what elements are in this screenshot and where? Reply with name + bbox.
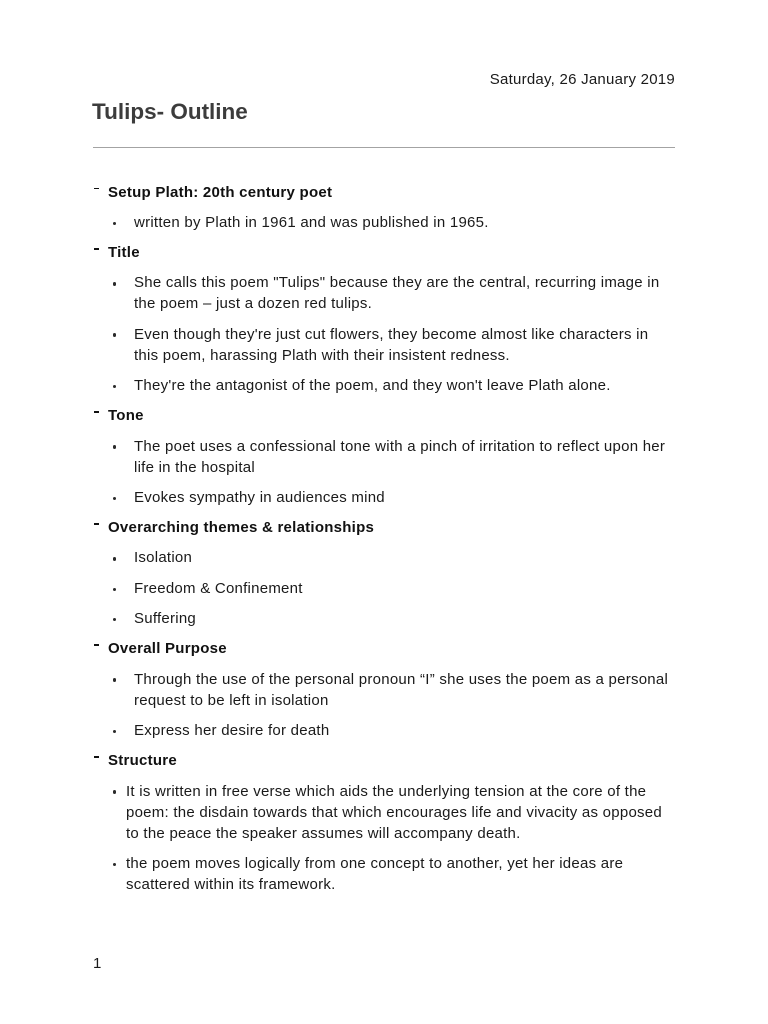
bullet-text-line: Suffering <box>134 610 197 628</box>
bullet-text-line: to the peace the speaker assumes will accompany death. <box>126 824 521 842</box>
bullet-item <box>93 272 713 314</box>
bullet-item <box>93 547 713 568</box>
section-heading <box>93 405 713 426</box>
bullet-icon <box>113 333 116 336</box>
title-divider <box>93 147 675 148</box>
bullet-text-line: Isolation <box>134 549 193 567</box>
bullet-icon <box>113 497 116 500</box>
outline <box>93 182 713 905</box>
bullet-icon <box>113 863 116 866</box>
section-heading <box>93 182 713 203</box>
bullet-icon <box>113 385 116 388</box>
bullet-text-line: poem: the disdain towards that which encourages life and vivacity as opposed <box>126 803 662 821</box>
bullet-item <box>93 853 713 895</box>
section-heading <box>93 517 713 538</box>
document-title: Tulips- Outline <box>92 99 248 124</box>
bullet-text-line: She calls this poem "Tulips" because they are the central, recurring image in <box>134 274 660 292</box>
bullet-text-line: Through the use of the personal pronoun “I” she uses the poem as a personal <box>134 670 669 688</box>
document-date: Saturday, 26 January 2019 <box>489 71 675 88</box>
dash-marker-icon <box>94 188 99 190</box>
bullet-text-line: Freedom & Confinement <box>134 579 303 597</box>
dash-marker-icon <box>94 411 99 413</box>
bullet-item <box>93 578 713 599</box>
bullet-text-line: scattered within its framework. <box>126 875 336 893</box>
bullet-text-line: Even though they're just cut flowers, they become almost like characters in <box>134 325 649 343</box>
bullet-icon <box>113 678 116 681</box>
bullet-text-line: request to be left in isolation <box>134 691 329 709</box>
bullet-item <box>93 720 713 741</box>
bullet-item <box>93 324 713 366</box>
bullet-text-line: Evokes sympathy in audiences mind <box>134 488 385 506</box>
bullet-item <box>93 608 713 629</box>
bullet-item <box>93 781 713 844</box>
section-heading-text: Tone <box>108 407 144 425</box>
dash-marker-icon <box>94 248 99 250</box>
bullet-icon <box>113 618 116 621</box>
outline-section <box>93 750 713 895</box>
bullet-text-line: this poem, harassing Plath with their insistent redness. <box>134 346 510 364</box>
section-heading <box>93 242 713 263</box>
bullet-text-line: written by Plath in 1961 and was published in 1965. <box>134 213 489 231</box>
bullet-icon <box>113 445 116 448</box>
section-heading-text: Setup Plath: 20th century poet <box>108 183 333 201</box>
bullet-icon <box>113 730 116 733</box>
bullet-item <box>93 436 713 478</box>
bullet-icon <box>113 282 116 285</box>
section-heading-text: Structure <box>108 752 177 770</box>
outline-section <box>93 182 713 233</box>
bullet-item <box>93 487 713 508</box>
outline-section <box>93 638 713 741</box>
section-heading-text: Title <box>108 244 140 262</box>
dash-marker-icon <box>94 523 99 525</box>
section-heading <box>93 750 713 771</box>
outline-section <box>93 405 713 508</box>
bullet-icon <box>113 588 116 591</box>
bullet-text-line: They're the antagonist of the poem, and they won't leave Plath alone. <box>134 376 611 394</box>
outline-section <box>93 517 713 629</box>
bullet-text-line: the poem – just a dozen red tulips. <box>134 295 373 313</box>
section-heading-text: Overarching themes & relationships <box>108 519 375 537</box>
bullet-text-line: Express her desire for death <box>134 721 330 739</box>
bullet-icon <box>113 790 116 793</box>
bullet-text-line: It is written in free verse which aids the underlying tension at the core of the <box>126 782 647 800</box>
page-number: 1 <box>93 955 102 972</box>
bullet-text-line: life in the hospital <box>134 458 255 476</box>
bullet-text-line: the poem moves logically from one concept to another, yet her ideas are <box>126 854 624 872</box>
dash-marker-icon <box>94 756 99 758</box>
bullet-text-line: The poet uses a confessional tone with a pinch of irritation to reflect upon her <box>134 437 666 455</box>
bullet-icon <box>113 222 116 225</box>
dash-marker-icon <box>94 644 99 646</box>
section-heading-text: Overall Purpose <box>108 640 227 658</box>
bullet-item <box>93 212 713 233</box>
outline-section <box>93 242 713 396</box>
section-heading <box>93 638 713 659</box>
bullet-icon <box>113 557 116 560</box>
bullet-item <box>93 375 713 396</box>
bullet-item <box>93 669 713 711</box>
